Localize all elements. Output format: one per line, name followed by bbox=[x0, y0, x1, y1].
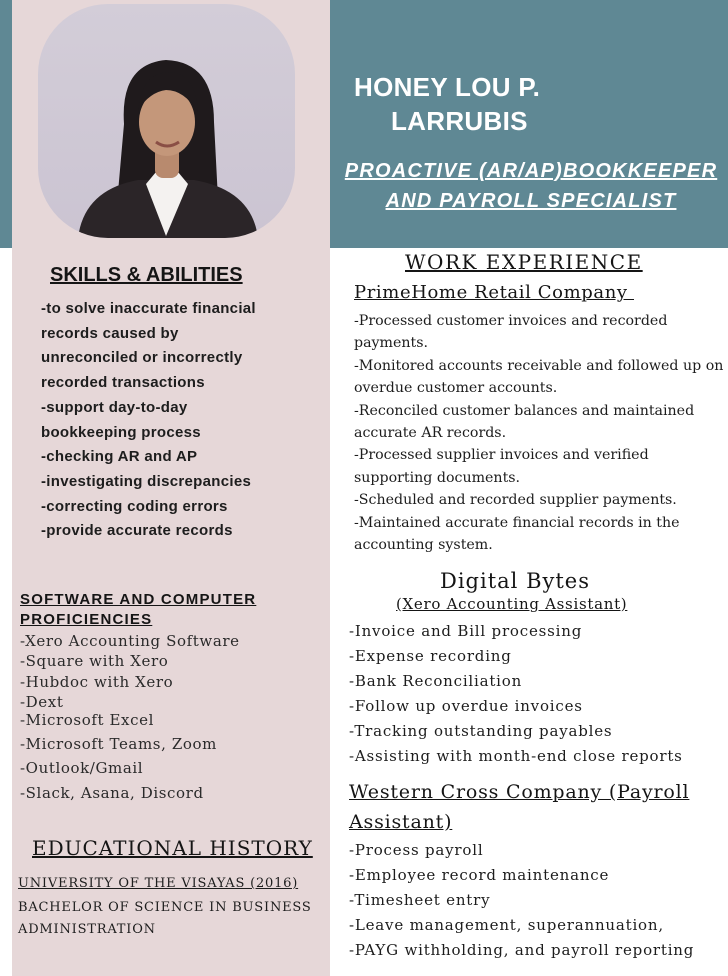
duty-item: -Expense recording bbox=[349, 647, 512, 666]
duty-item: -Bank Reconciliation bbox=[349, 672, 523, 691]
skills-item: -support day-to-day bbox=[41, 398, 188, 416]
skills-item: records caused by bbox=[41, 324, 179, 342]
duty-item: -Scheduled and recorded supplier payments. bbox=[354, 492, 677, 509]
job-duties-western-cross bbox=[349, 838, 728, 963]
job-duties-digital-bytes bbox=[349, 619, 728, 770]
duty-item: -Invoice and Bill processing bbox=[349, 622, 583, 640]
duty-item: -Timesheet entry bbox=[349, 891, 491, 910]
skills-item: -provide accurate records bbox=[41, 522, 233, 540]
duty-item: -PAYG withholding, and payroll reporting bbox=[349, 941, 695, 960]
job-company-western-cross: Western Cross Company (Payroll Assistant) bbox=[349, 781, 690, 833]
candidate-name bbox=[340, 70, 580, 138]
duty-item: -Employee record maintenance bbox=[349, 866, 610, 885]
skills-title: SKILLS & ABILITIES bbox=[50, 264, 243, 286]
name-line-2: LARRUBIS bbox=[391, 106, 528, 136]
name-line-1: HONEY LOU P. bbox=[354, 72, 541, 102]
software-item: -Xero Accounting Software bbox=[20, 632, 240, 650]
duty-item: -Processed supplier invoices and verified supporting documents. bbox=[354, 447, 649, 486]
software-item: -Microsoft Teams, Zoom bbox=[20, 735, 217, 753]
education-school: UNIVERSITY OF THE VISAYAS (2016) bbox=[18, 876, 299, 891]
software-item: -Dext bbox=[20, 693, 64, 711]
software-item: -Microsoft Excel bbox=[20, 711, 154, 729]
education-title: EDUCATIONAL HISTORY bbox=[32, 836, 313, 860]
job-role-digital-bytes: (Xero Accounting Assistant) bbox=[396, 595, 628, 613]
duty-item: -Leave management, superannuation, bbox=[349, 916, 664, 935]
duty-item: -Tracking outstanding payables bbox=[349, 722, 613, 741]
job-company-digital-bytes: Digital Bytes bbox=[440, 569, 591, 593]
duty-item: -Process payroll bbox=[349, 841, 484, 859]
duty-item: -Assisting with month-end close reports bbox=[349, 747, 683, 766]
profile-photo bbox=[38, 4, 295, 238]
software-item: -Slack, Asana, Discord bbox=[20, 784, 204, 802]
duty-item: -Maintained accurate financial records in the accounting system. bbox=[354, 514, 680, 554]
skills-item: unreconciled or incorrectly bbox=[41, 349, 243, 367]
software-item: -Square with Xero bbox=[20, 652, 169, 670]
software-title: SOFTWARE AND COMPUTER PROFICIENCIES bbox=[20, 591, 257, 628]
software-item: -Outlook/Gmail bbox=[20, 759, 144, 777]
duty-item: -Reconciled customer balances and maintained accurate AR records. bbox=[354, 402, 695, 442]
skills-list bbox=[41, 297, 321, 544]
skills-item: -to solve inaccurate financial bbox=[41, 300, 256, 317]
skills-item: bookkeeping process bbox=[41, 423, 201, 441]
duty-item: -Processed customer invoices and recorded payments. bbox=[354, 313, 668, 352]
skills-item: -checking AR and AP bbox=[41, 448, 198, 466]
skills-item: recorded transactions bbox=[41, 374, 205, 392]
work-experience-title: WORK EXPERIENCE bbox=[405, 250, 643, 274]
job-tagline: PROACTIVE (AR/AP)BOOKKEEPER AND PAYROLL SPECIALIST bbox=[344, 160, 718, 212]
job-duties-primehome bbox=[354, 310, 724, 556]
job-company-primehome: PrimeHome Retail Company bbox=[354, 282, 634, 303]
duty-item: -Monitored accounts receivable and followed up on overdue customer accounts. bbox=[354, 357, 724, 397]
education-degree: BACHELOR OF SCIENCE IN BUSINESS ADMINISTRATION bbox=[18, 900, 312, 937]
duty-item: -Follow up overdue invoices bbox=[349, 697, 583, 716]
skills-item: -correcting coding errors bbox=[41, 497, 228, 515]
software-item: -Hubdoc with Xero bbox=[20, 673, 174, 691]
skills-item: -investigating discrepancies bbox=[41, 472, 252, 490]
left-accent-strip bbox=[0, 0, 12, 248]
